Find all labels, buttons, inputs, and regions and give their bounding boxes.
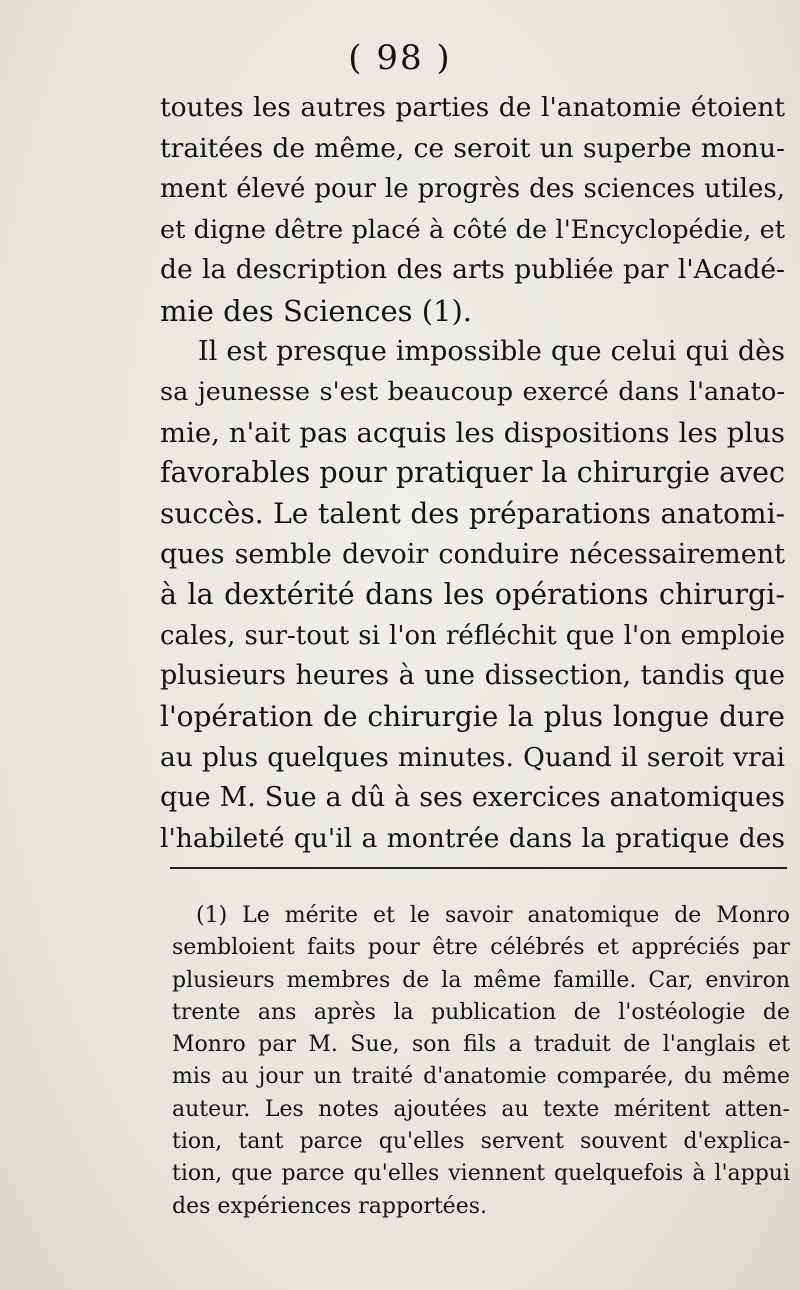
body-line: que M. Sue a dû à ses exercices anatomiques [160,782,785,814]
footnote [172,900,790,1223]
body-line: sa jeunesse s'est beaucoup exercé dans l'anato- [160,377,785,408]
body-line: ment élevé pour le progrès des sciences utiles, [160,174,785,205]
footnote-line: des expériences rapportées. [172,1193,488,1219]
body-line: succès. Le talent des préparations anatomi- [160,496,785,530]
footnote-line: mis au jour un traité d'anatomie comparée, du même [172,1064,790,1090]
body-line: de la description des arts publiée par l'Acadé- [160,254,785,286]
body-line: mie, n'ait pas acquis les dispositions les plus [160,416,785,449]
body-line: l'habileté qu'il a montrée dans la pratique des [160,822,785,854]
body-line: Il est presque impossible que celui qui dès [198,335,785,367]
body-line: au plus quelques minutes. Quand il seroit vrai [160,741,785,773]
footnote-line: tion, tant parce qu'elles servent souvent d'explica- [172,1129,790,1155]
body-line: mie des Sciences (1). [160,293,473,328]
body-line: cales, sur-tout si l'on réfléchit que l'on emploie [160,620,785,651]
body-line: favorables pour pratiquer la chirurgie avec [160,456,785,490]
footnote-line: plusieurs membres de la même famille. Car, environ [172,967,790,993]
footnote-line: tion, que parce qu'elles viennent quelquefois à l'appui [172,1161,790,1187]
page-number: ( 98 ) [348,38,452,78]
body-line: traitées de même, ce seroit un superbe monu- [160,132,785,164]
body-line: l'opération de chirurgie la plus longue dure [160,699,785,733]
footnote-line: Monro par M. Sue, son fils a traduit de l'anglais et [172,1032,790,1058]
body-line: plusieurs heures à une dissection, tandis que [160,660,785,692]
footnote-separator-rule [170,867,787,869]
footnote-line: sembloient faits pour être célébrés et appréciés par [172,935,790,961]
body-line: ques semble devoir conduire nécessairement [160,538,785,570]
footnote-line: trente ans après la publication de l'ostéologie de [172,999,790,1025]
body-line: toutes les autres parties de l'anatomie étoient [160,92,785,123]
footnote-line: (1) Le mérite et le savoir anatomique de Monro [196,903,790,928]
body-line: et digne dêtre placé à côté de l'Encyclopédie, et [160,214,785,245]
body-line: à la dextérité dans les opérations chirurgi- [160,578,785,612]
body-text [160,88,785,859]
footnote-line: auteur. Les notes ajoutées au texte méritent atten- [172,1096,790,1122]
